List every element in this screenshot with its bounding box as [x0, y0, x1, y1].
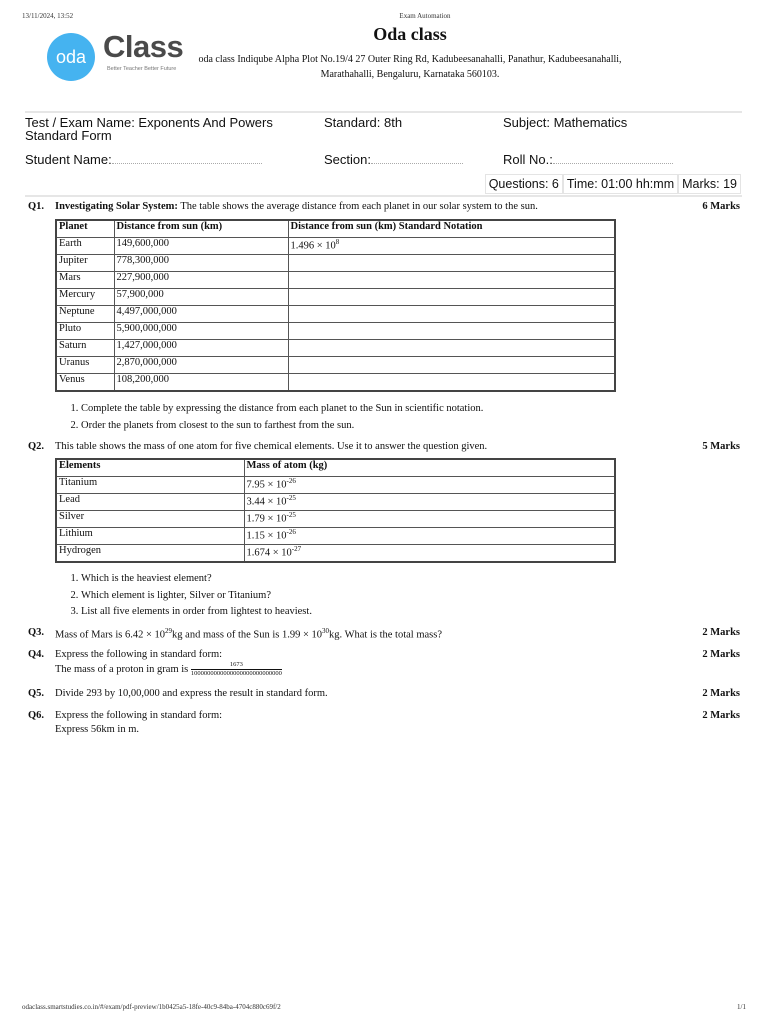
fraction: $\frac{1673}{1000000000000000000000000000}$ [190, 661, 282, 677]
element-cell: Lead [56, 494, 244, 511]
question-number: Q6. [28, 710, 45, 721]
question-text: Express the following in standard form: [55, 710, 223, 721]
question-text: Divide 293 by 10,00,000 and express the result in standard form. [55, 688, 328, 699]
table-row [56, 545, 615, 563]
logo-circle [47, 33, 95, 81]
element-cell: Titanium [56, 477, 244, 494]
question-text: Mass of Mars is $6.42 \times 10^{29}kg$ and mass of the Sun is $1.99 \times 10^{30}kg$. What is the total mass? [55, 627, 442, 641]
divider [25, 111, 742, 113]
question-number: Q2. [28, 441, 45, 452]
standard-notation-cell [288, 238, 615, 255]
total-marks: Marks: 19 [678, 174, 741, 194]
subpart-item: 3. List all five elements in order from lightest to heaviest. [81, 604, 312, 621]
exam-name-line1: Test / Exam Name: Exponents And Powers [25, 115, 273, 130]
roll-label: Roll No.: [503, 152, 553, 167]
question-text: This table shows the mass of one atom for five chemical elements. Use it to answer the question given. [55, 441, 488, 452]
exponent: -26 [286, 477, 296, 485]
planet-distance-table [55, 219, 616, 392]
table-row [56, 323, 615, 340]
logo-text: oda [55, 46, 87, 67]
table-row [56, 340, 615, 357]
element-cell: Lithium [56, 528, 244, 545]
table-row [56, 272, 615, 289]
question-marks: 6 Marks [702, 201, 740, 212]
exam-name-line2: Standard Form [25, 128, 112, 143]
element-cell: Hydrogen [56, 545, 244, 563]
section-blank[interactable] [371, 153, 463, 164]
column-header: Distance from sun (km) [114, 220, 288, 238]
exam-name [25, 116, 273, 142]
planet-cell: Earth [56, 238, 114, 255]
question-marks: 5 Marks [702, 441, 740, 452]
question-5 [28, 688, 740, 699]
column-header: Distance from sun (km) Standard Notation [288, 220, 615, 238]
table-row [56, 238, 615, 255]
page-number: 1/1 [737, 1003, 746, 1011]
table-row [56, 374, 615, 392]
question-marks: 2 Marks [702, 649, 740, 660]
question-number: Q3. [28, 627, 45, 638]
student-name-field[interactable] [25, 153, 262, 166]
org-header [260, 24, 560, 45]
question-marks: 2 Marks [702, 688, 740, 699]
table-row [56, 289, 615, 306]
exponent: 8 [335, 238, 340, 246]
exam-stats [485, 174, 741, 194]
planet-cell: Venus [56, 374, 114, 392]
divider [25, 195, 742, 197]
subpart-item: 1. Complete the table by expressing the distance from each planet to the Sun in scientific notation. [81, 401, 483, 418]
roll-field[interactable] [503, 153, 673, 166]
mass-cell [244, 528, 615, 545]
distance-cell: 4,497,000,000 [114, 306, 288, 323]
standard-notation-cell [288, 323, 615, 340]
distance-cell: 1,427,000,000 [114, 340, 288, 357]
question-number: Q5. [28, 688, 45, 699]
distance-cell: 108,200,000 [114, 374, 288, 392]
question-4 [28, 649, 740, 678]
table-row [56, 255, 615, 272]
org-address [170, 52, 650, 82]
logo-tagline: Better Teacher Better Future [107, 66, 177, 72]
distance-cell: 5,900,000,000 [114, 323, 288, 340]
distance-cell: 227,900,000 [114, 272, 288, 289]
mantissa: 1.674 × 10 [246, 547, 292, 559]
question-subtext: The mass of a proton in gram is [55, 663, 189, 675]
table-row [56, 528, 615, 545]
mass-cell [244, 545, 615, 563]
subpart-item: 2. Which element is lighter, Silver or Titanium? [81, 588, 312, 605]
address-line-1: oda class Indiqube Alpha Plot No.19/4 27 Outer Ring Rd, Kadubeesanahalli, Panathur, Kadubeesanahalli, [198, 54, 622, 65]
question-number: Q4. [28, 649, 45, 660]
table-row [56, 306, 615, 323]
student-name-label: Student Name: [25, 152, 112, 167]
question-marks: 2 Marks [702, 627, 740, 638]
distance-cell: 2,870,000,000 [114, 357, 288, 374]
standard-notation-cell [288, 374, 615, 392]
question-subtext: Express 56km in m. [55, 724, 139, 735]
question-number: Q1. [28, 201, 45, 212]
q2-subparts [55, 571, 312, 621]
table-row [56, 477, 615, 494]
mantissa: 1.15 × 10 [246, 530, 287, 542]
element-cell: Silver [56, 511, 244, 528]
exponent: -25 [286, 494, 296, 502]
planet-cell: Mercury [56, 289, 114, 306]
standard-notation-cell [288, 340, 615, 357]
question-2 [28, 441, 740, 452]
mass-cell [244, 494, 615, 511]
table-row [56, 511, 615, 528]
planet-cell: Neptune [56, 306, 114, 323]
column-header: Planet [56, 220, 114, 238]
subject: Subject: Mathematics [503, 115, 628, 130]
standard-notation-cell [288, 357, 615, 374]
subpart-item: 2. Order the planets from closest to the sun to farthest from the sun. [81, 418, 483, 435]
org-name: Oda class [373, 24, 447, 44]
table-row [56, 357, 615, 374]
time-limit: Time: 01:00 hh:mm [563, 174, 678, 194]
distance-cell: 57,900,000 [114, 289, 288, 306]
section-field[interactable] [324, 153, 463, 166]
exponent: -27 [291, 545, 302, 553]
planet-cell: Pluto [56, 323, 114, 340]
section-label: Section: [324, 152, 371, 167]
mantissa: 1.496 × 10 [290, 240, 336, 252]
print-datetime: 13/11/2024, 13:52 [22, 12, 74, 20]
address-line-2: Marathahalli, Bengaluru, Karnataka 560103. [320, 69, 500, 80]
column-header: Mass of atom (kg) [244, 459, 615, 477]
table-header-row [56, 459, 615, 477]
roll-blank[interactable] [553, 153, 673, 164]
column-header: Elements [56, 459, 244, 477]
question-lead: Investigating Solar System: [55, 201, 178, 212]
print-title: Exam Automation [399, 12, 451, 20]
mantissa: 3.44 × 10 [246, 496, 287, 508]
footer-url: odaclass.smartstudies.co.in/#/exam/pdf-preview/1b0425a5-18fe-40c9-84ba-4704c880c69f/2 [22, 1003, 281, 1011]
exponent: -26 [286, 528, 296, 536]
mass-cell [244, 511, 615, 528]
distance-cell: 149,600,000 [114, 238, 288, 255]
mantissa: 7.95 × 10 [246, 479, 287, 491]
question-text: Express the following in standard form: [55, 649, 223, 660]
standard-notation-cell [288, 306, 615, 323]
student-name-blank[interactable] [112, 153, 262, 164]
exponent: -25 [286, 511, 296, 519]
atom-mass-table [55, 458, 616, 563]
distance-cell: 778,300,000 [114, 255, 288, 272]
table-header-row [56, 220, 615, 238]
q1-subparts [55, 401, 483, 434]
standard-notation-cell [288, 255, 615, 272]
standard: Standard: 8th [324, 115, 403, 130]
mass-cell [244, 477, 615, 494]
standard-notation-cell [288, 289, 615, 306]
mantissa: 1.79 × 10 [246, 513, 287, 525]
planet-cell: Jupiter [56, 255, 114, 272]
subpart-item: 1. Which is the heaviest element? [81, 571, 312, 588]
question-1 [28, 201, 740, 212]
planet-cell: Saturn [56, 340, 114, 357]
logo-word: Class [103, 29, 184, 64]
question-3 [28, 627, 740, 641]
question-6 [28, 710, 740, 735]
standard-notation-cell [288, 272, 615, 289]
question-text: The table shows the average distance from each planet in our solar system to the sun. [177, 201, 538, 212]
questions-count: Questions: 6 [485, 174, 563, 194]
question-marks: 2 Marks [702, 710, 740, 721]
table-row [56, 494, 615, 511]
planet-cell: Uranus [56, 357, 114, 374]
planet-cell: Mars [56, 272, 114, 289]
